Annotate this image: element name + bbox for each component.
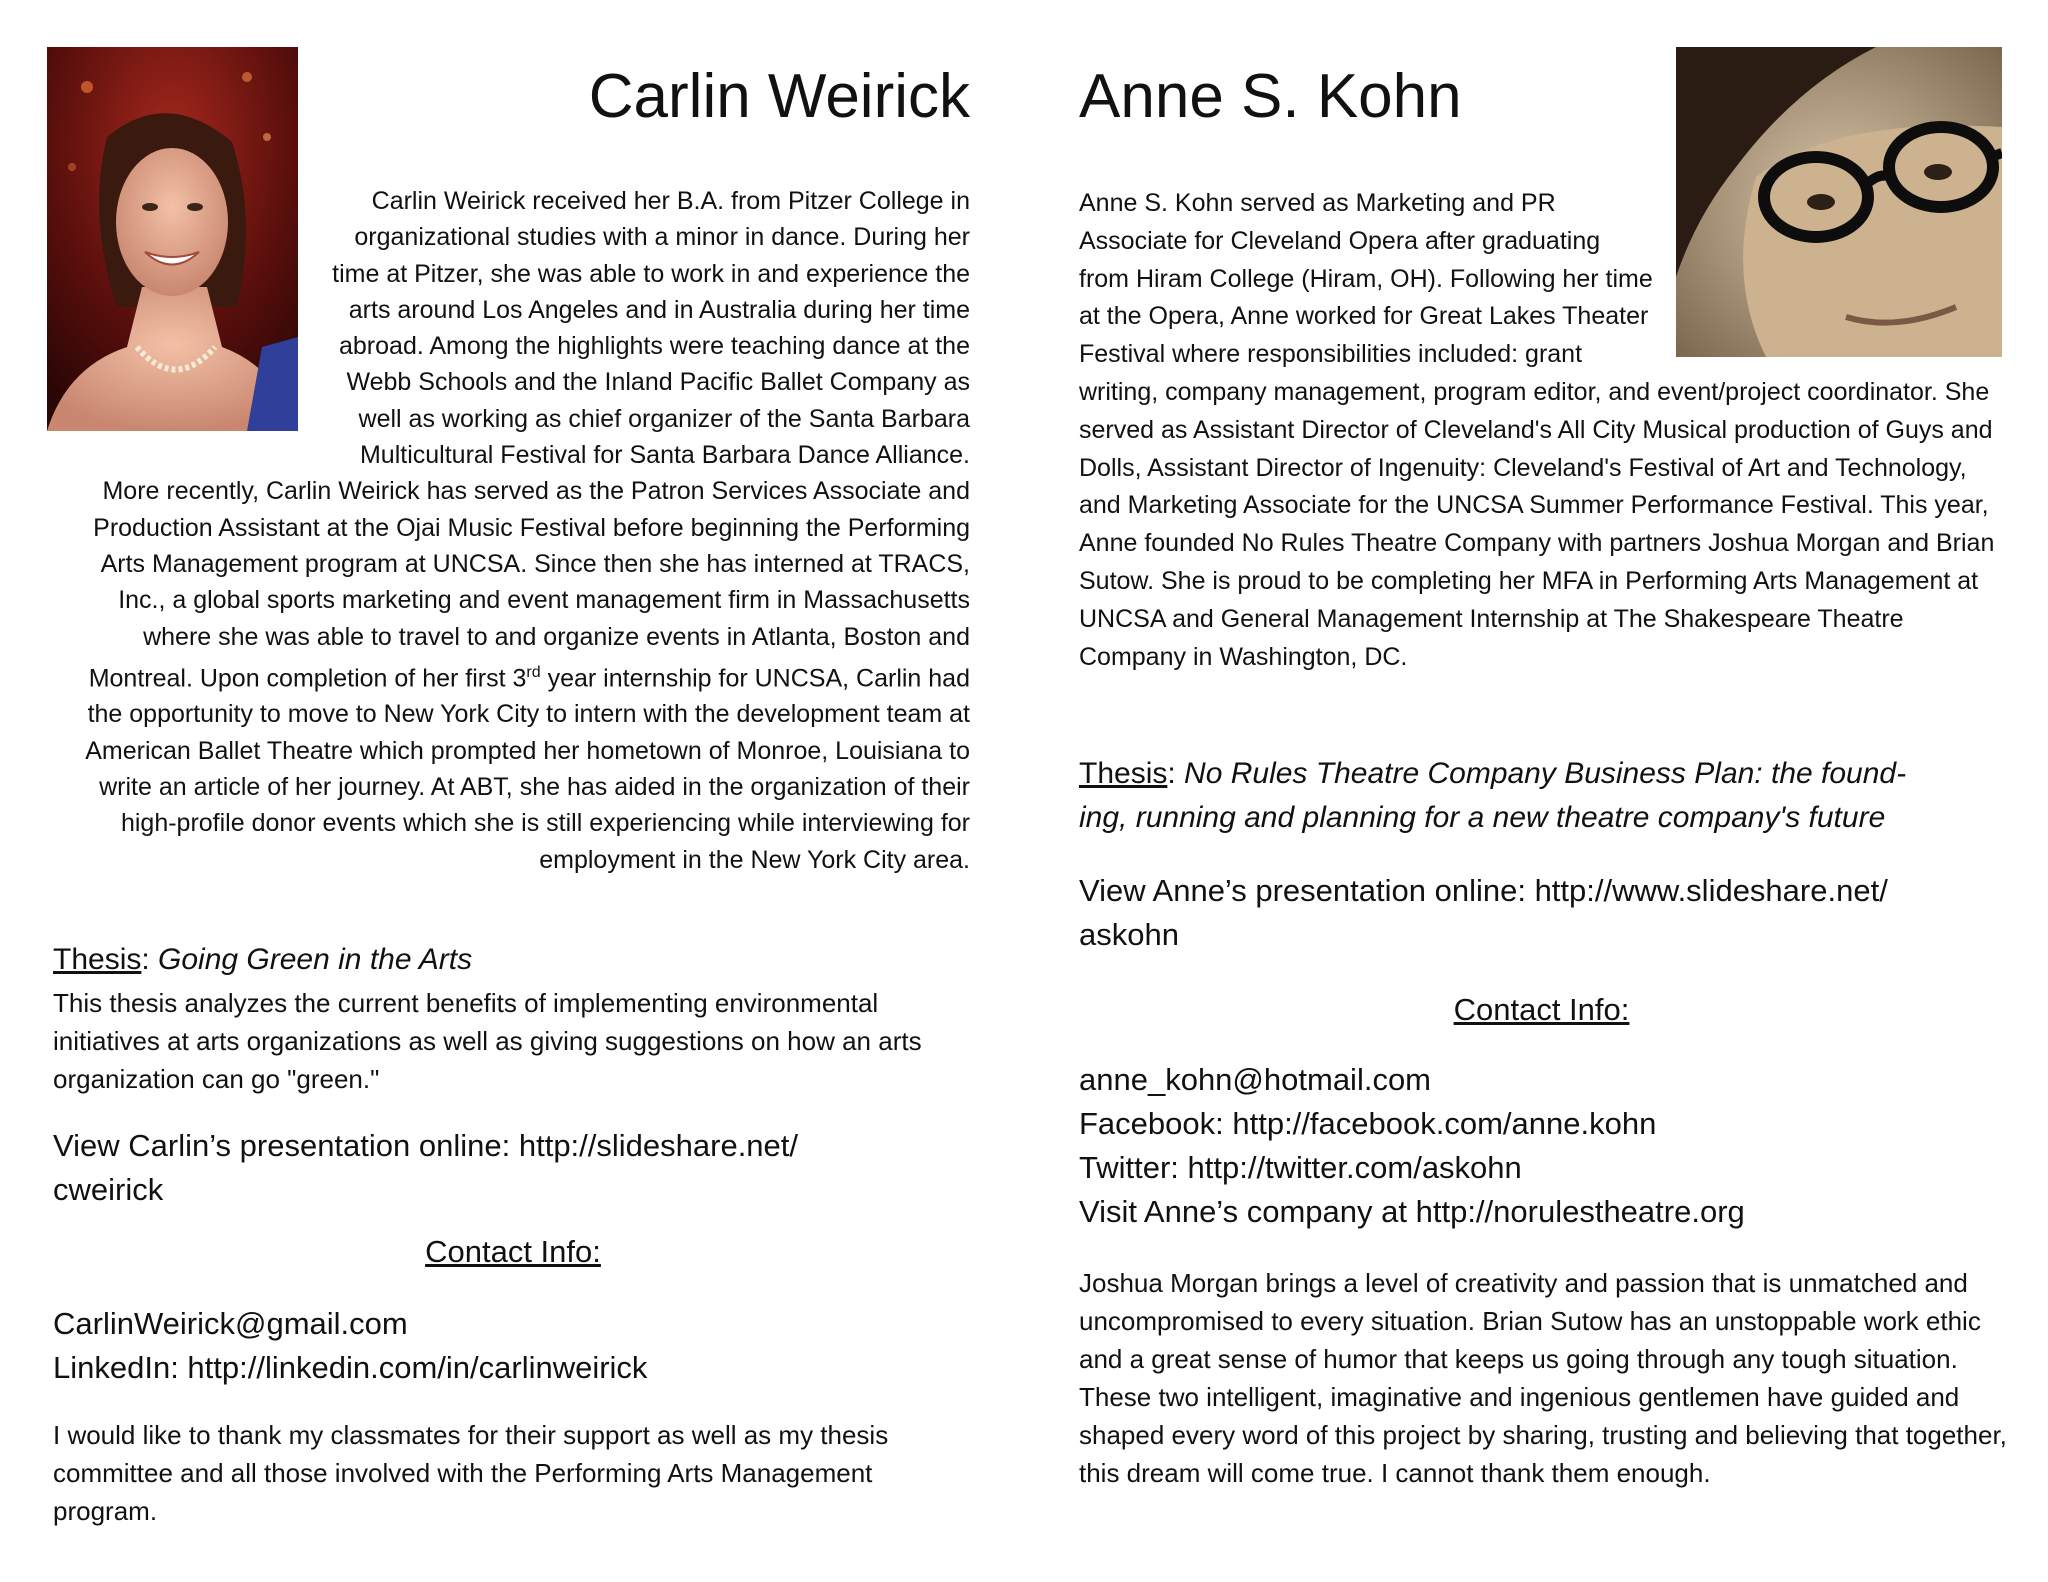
presentation-line1[interactable]: View Anne’s presentation online: http://www.slideshare.net/ xyxy=(1079,873,1888,908)
bio-superscript: rd xyxy=(526,663,541,681)
presentation-line1[interactable]: View Carlin’s presentation online: http://slideshare.net/ xyxy=(53,1128,799,1163)
page-title-carlin: Carlin Weirick xyxy=(588,62,970,131)
contact-list-carlin xyxy=(53,1302,973,1390)
contact-linkedin[interactable]: LinkedIn: http://linkedin.com/in/carlinweirick xyxy=(53,1350,648,1385)
thesis-label: Thesis xyxy=(53,943,142,976)
thesis-colon: : xyxy=(1167,757,1185,790)
page-title-anne: Anne S. Kohn xyxy=(1079,62,1462,131)
bio-carlin xyxy=(50,183,970,878)
thesis-title-line2: ing, running and planning for a new theatre company's future xyxy=(1079,801,1886,834)
presentation-link-carlin[interactable] xyxy=(53,1124,913,1212)
presentation-link-anne[interactable] xyxy=(1079,869,1999,957)
bio-text: Anne S. Kohn served as Marketing and PR Associate for Cleveland Opera after graduating from Hiram College (Hiram, OH). Following her time at the Opera, Anne worked for Great Lakes Theater Festival where responsibilities included: grant writing, company management, program editor, and event/project coordinator. She served as Assistant Director of Cleveland's All City Musical production of Guys and Dolls, Assistant Director of Ingenuity: Cleveland's Festival of Art and Technology, and Marketing Associate for the UNCSA Summer Performance Festival. This year, Anne founded No Rules Theatre Company with partners Joshua Morgan and Brian Sutow. She is proud to be completing her MFA in Performing Arts Management at UNCSA and General Management Internship at The Shakespeare Theatre Company in Washington, DC. xyxy=(1079,189,1995,671)
contact-heading-anne: Contact Info: xyxy=(1453,992,1630,1027)
thesis-title: Going Green in the Arts xyxy=(158,943,473,976)
thesis-colon: : xyxy=(141,943,159,976)
thesis-carlin xyxy=(53,938,973,982)
presentation-line2[interactable]: askohn xyxy=(1079,917,1179,952)
contact-facebook[interactable]: Facebook: http://facebook.com/anne.kohn xyxy=(1079,1106,1657,1141)
bio-text-part1: Carlin Weirick received her B.A. from Pitzer College in organizational studies with a minor in dance. During her time at Pitzer, she was able to work in and experience the arts around Los Angeles and in Australia during her time abroad. Among the highlights were teaching dance at the Webb Schools and the Inland Pacific Ballet Company as well as working as chief organizer of the Santa Barbara Multicultural Festival for Santa Barbara Dance Alliance. More recently, Carlin Weirick has served as the Patron Services Associate and Production Assistant at the Ojai Music Festival before beginning the Performing Arts Management program at UNCSA. Since then she has interned at TRACS, Inc., a global sports marketing and event management firm in Massachusetts where she was able to travel to and organize events in Atlanta, Boston and Montreal. Upon completion of her first 3 xyxy=(88,187,970,693)
thesis-anne xyxy=(1079,752,2009,840)
contact-email[interactable]: anne_kohn@hotmail.com xyxy=(1079,1062,1432,1097)
bio-text-part2: year internship for UNCSA, Carlin had the opportunity to move to New York City to intern with the development team at American Ballet Theatre which prompted her hometown of Monroe, Louisiana to write an article of her journey. At ABT, she has aided in the organization of their high-profile donor events which she is still experiencing while interviewing for employment in the New York City area. xyxy=(85,664,970,874)
thesis-description-carlin: This thesis analyzes the current benefits of implementing environmental initiatives at arts organizations as well as giving suggestions on how an arts organization can go "green." xyxy=(53,988,922,1094)
contact-heading-carlin: Contact Info: xyxy=(425,1234,601,1269)
thesis-label: Thesis xyxy=(1079,757,1168,790)
acknowledgement-carlin: I would like to thank my classmates for their support as well as my thesis committee and all those involved with the Performing Arts Management program. xyxy=(53,1420,889,1526)
presentation-line2[interactable]: cweirick xyxy=(53,1172,164,1207)
contact-list-anne xyxy=(1079,1058,2004,1234)
bio-anne xyxy=(1079,185,2004,676)
contact-email[interactable]: CarlinWeirick@gmail.com xyxy=(53,1306,408,1341)
thesis-title-line1: No Rules Theatre Company Business Plan: the found- xyxy=(1184,757,1907,790)
contact-company-website[interactable]: Visit Anne’s company at http://norulestheatre.org xyxy=(1079,1194,1745,1229)
acknowledgement-anne: Joshua Morgan brings a level of creativity and passion that is unmatched and uncompromised to every situation. Brian Sutow has an unstoppable work ethic and a great sense of humor that keeps us going through any tough situation. These two intelligent, imaginative and ingenious gentlemen have guided and shaped every word of this project by sharing, trusting and believing that together, this dream will come true. I cannot thank them enough. xyxy=(1079,1268,2007,1488)
contact-twitter[interactable]: Twitter: http://twitter.com/askohn xyxy=(1079,1150,1522,1185)
